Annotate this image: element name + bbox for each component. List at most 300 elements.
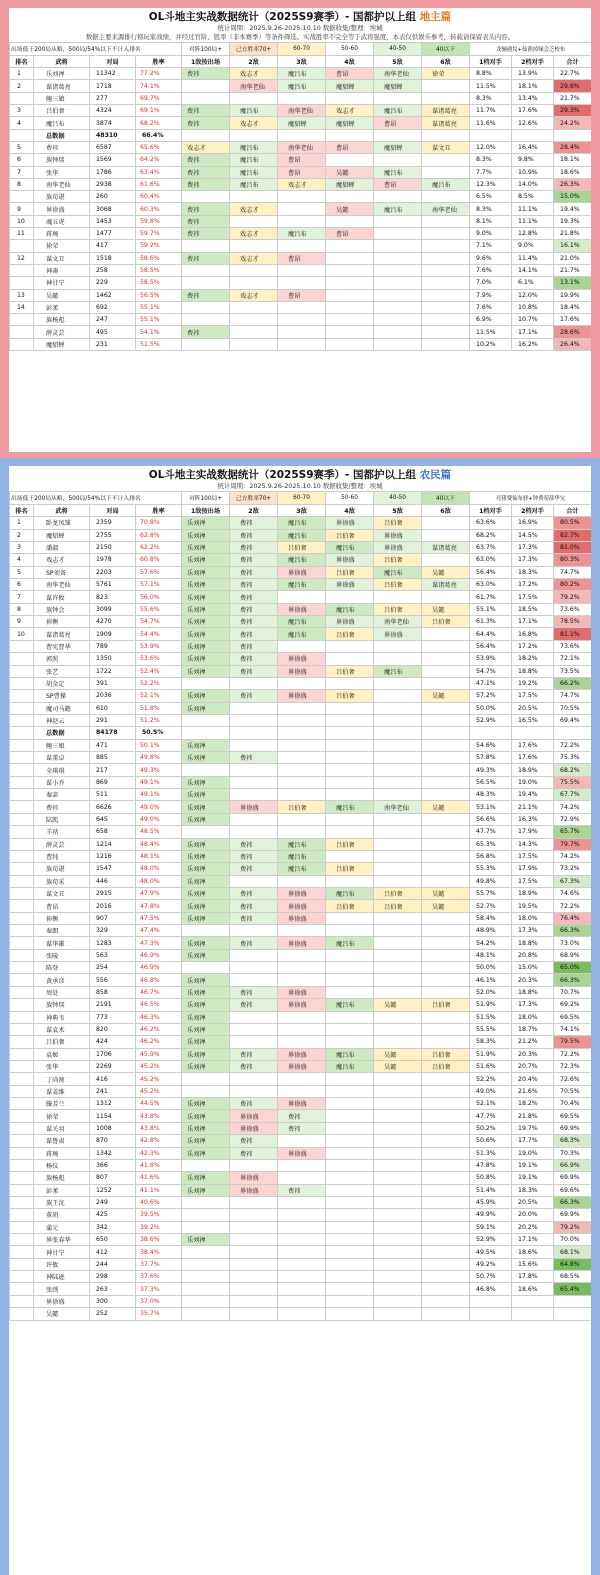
table-row (10, 1234, 592, 1246)
landlord-title: OL斗地主实战数据统计（2025S9赛季）- 国都护以上组 地主篇 (148, 11, 452, 23)
winrate-cell: 55.1% (136, 314, 182, 326)
tier2-cell: 10.9% (512, 166, 554, 178)
opponent-cell: 乐刘禅 (182, 517, 230, 529)
winrate-cell: 56.0% (136, 591, 182, 603)
opponent-cell: 界徐盛 (230, 1172, 278, 1184)
rank-cell: 6 (10, 154, 34, 166)
opponent-cell (278, 1221, 326, 1233)
opponent-cell (422, 154, 470, 166)
games-cell: 1477 (90, 228, 136, 240)
table-row (10, 117, 592, 129)
tier1-cell: 47.1% (470, 677, 512, 689)
total-cell: 21.8% (554, 228, 591, 240)
opponent-cell (374, 1258, 422, 1270)
hero-cell: 薛灵芸 (34, 326, 90, 338)
total-cell: 21.7% (554, 264, 591, 276)
opponent-cell: 戏志才 (278, 178, 326, 190)
tier2-cell: 21.1% (512, 801, 554, 813)
tier1-cell: 49.0% (470, 1085, 512, 1097)
games-cell: 556 (90, 974, 136, 986)
opponent-cell (374, 640, 422, 652)
opponent-cell (230, 1308, 278, 1320)
winrate-cell: 47.4% (136, 925, 182, 937)
opponent-cell: 乐刘禅 (182, 1110, 230, 1122)
opponent-cell (182, 240, 230, 252)
opponent-cell (326, 1135, 374, 1147)
tier1-cell: 7.6% (470, 301, 512, 313)
opponent-cell: 吴懿 (374, 999, 422, 1011)
table-row (10, 752, 592, 764)
opponent-cell (374, 863, 422, 875)
filter-40-below: 40以下 (422, 43, 470, 56)
opponent-cell (278, 1073, 326, 1085)
opponent-cell (374, 1295, 422, 1307)
total-cell: 69.2% (554, 999, 591, 1011)
opponent-cell (278, 826, 326, 838)
rank-cell (10, 677, 34, 689)
rank-cell (10, 702, 34, 714)
tier2-cell: 10.8% (512, 301, 554, 313)
table-row (10, 690, 592, 702)
table-row (10, 301, 592, 313)
table-row (10, 986, 592, 998)
landlord-sheet (9, 8, 591, 452)
opponent-cell (326, 925, 374, 937)
rank-cell: 13 (10, 289, 34, 301)
tier1-cell: 56.6% (470, 813, 512, 825)
filter-70plus: 己方胜率70+ (230, 43, 278, 56)
total-cell: 17.6% (554, 314, 591, 326)
opponent-cell: 费祎 (230, 850, 278, 862)
total-cell: 69.6% (554, 1184, 591, 1196)
opponent-cell (230, 875, 278, 887)
tier2-cell: 18.8% (512, 986, 554, 998)
table-row (10, 776, 592, 788)
opponent-cell: 界徐盛 (278, 566, 326, 578)
tier1-cell: 61.3% (470, 616, 512, 628)
games-cell: 416 (90, 1073, 136, 1085)
hero-cell: 谋姜维 (34, 1085, 90, 1097)
rank-cell (10, 974, 34, 986)
opponent-cell: 乐刘禅 (182, 1135, 230, 1147)
hero-cell: 魔貂蝉 (34, 338, 90, 350)
watermark-text: 手游 (510, 1548, 538, 1564)
opponent-cell (374, 264, 422, 276)
opponent-cell (422, 215, 470, 227)
opponent-cell (230, 129, 278, 141)
games-cell: 650 (90, 1234, 136, 1246)
opponent-cell: 界徐盛 (230, 801, 278, 813)
opponent-cell (326, 764, 374, 776)
table-row (10, 1036, 592, 1048)
opponent-cell: 费祎 (182, 203, 230, 215)
rank-cell (10, 949, 34, 961)
tier1-cell: 51.5% (470, 1011, 512, 1023)
winrate-cell: 52.1% (136, 690, 182, 702)
winrate-cell: 77.2% (136, 68, 182, 80)
rank-cell: 4 (10, 117, 34, 129)
opponent-cell (374, 154, 422, 166)
games-cell: 907 (90, 912, 136, 924)
winrate-cell: 45.2% (136, 1073, 182, 1085)
tier2-cell: 18.6% (512, 1246, 554, 1258)
opponent-cell (374, 338, 422, 350)
opponent-cell (374, 1147, 422, 1159)
opponent-cell: 魔貂蝉 (326, 178, 374, 190)
games-cell: 2359 (90, 517, 136, 529)
opponent-cell: 费祎 (230, 603, 278, 615)
tier1-cell: 52.9% (470, 714, 512, 726)
total-cell: 68.2% (554, 764, 591, 776)
games-cell: 789 (90, 640, 136, 652)
table-row (10, 875, 592, 887)
opponent-cell (422, 80, 470, 92)
opponent-cell: 吕伯奢 (374, 900, 422, 912)
opponent-cell (374, 1073, 422, 1085)
tier2-cell: 18.3% (512, 566, 554, 578)
tier2-cell: 17.2% (512, 578, 554, 590)
opponent-cell: 界徐盛 (278, 665, 326, 677)
table-row (10, 240, 592, 252)
opponent-cell (374, 1246, 422, 1258)
filter-opponent: 对阵100局+ (182, 43, 230, 56)
winrate-cell: 42.3% (136, 1147, 182, 1159)
rank-cell (10, 1023, 34, 1035)
opponent-cell (230, 1258, 278, 1270)
table-row (10, 912, 592, 924)
rank-cell (10, 314, 34, 326)
opponent-cell (230, 240, 278, 252)
tier2-cell (512, 1295, 554, 1307)
opponent-cell (422, 962, 470, 974)
opponent-cell: 魔吕布 (326, 603, 374, 615)
winrate-cell: 49.3% (136, 764, 182, 776)
opponent-cell: 谋诸葛亮 (422, 541, 470, 553)
hero-cell: 神甘宁 (34, 1246, 90, 1258)
opponent-cell (326, 1271, 374, 1283)
winrate-cell: 46.5% (136, 999, 182, 1011)
table-row (10, 1221, 592, 1233)
opponent-cell (326, 264, 374, 276)
tier1-cell: 52.7% (470, 900, 512, 912)
opponent-cell: 曹昂 (278, 252, 326, 264)
opponent-cell (278, 264, 326, 276)
total-cell: 74.2% (554, 801, 591, 813)
total-cell: 72.2% (554, 1048, 591, 1060)
opponent-cell (230, 1234, 278, 1246)
winrate-cell: 38.4% (136, 1246, 182, 1258)
opponent-cell: 戏志才 (326, 105, 374, 117)
tier2-cell: 17.6% (512, 105, 554, 117)
opponent-cell (374, 1159, 422, 1171)
hero-cell: 秦朗 (34, 925, 90, 937)
opponent-cell (422, 986, 470, 998)
opponent-cell (182, 1246, 230, 1258)
opponent-cell (422, 702, 470, 714)
total-cell: 69.5% (554, 1011, 591, 1023)
winrate-cell: 39.2% (136, 1221, 182, 1233)
opponent-cell (326, 1073, 374, 1085)
total-cell: 72.2% (554, 900, 591, 912)
opponent-cell (230, 702, 278, 714)
tier1-cell: 65.3% (470, 838, 512, 850)
tier2-cell: 17.3% (512, 925, 554, 937)
rank-cell (10, 801, 34, 813)
opponent-cell (422, 1122, 470, 1134)
games-cell: 1342 (90, 1147, 136, 1159)
tier1-cell: 49.3% (470, 764, 512, 776)
games-cell: 2016 (90, 900, 136, 912)
opponent-cell (278, 1172, 326, 1184)
hero-cell: 吴懿 (34, 1308, 90, 1320)
total-cell: 72.2% (554, 739, 591, 751)
opponent-cell (182, 264, 230, 276)
opponent-cell: 乐刘禅 (182, 541, 230, 553)
opponent-cell (326, 1295, 374, 1307)
opponent-cell (374, 1023, 422, 1035)
winrate-cell: 46.7% (136, 986, 182, 998)
total-cell (554, 129, 591, 141)
opponent-cell (422, 764, 470, 776)
opponent-cell (422, 1234, 470, 1246)
opponent-cell: 费祎 (230, 887, 278, 899)
opponent-cell: 魔吕布 (326, 1061, 374, 1073)
winrate-cell: 38.6% (136, 1234, 182, 1246)
hero-cell: 乐刘禅 (34, 68, 90, 80)
tier2-cell: 16.8% (512, 628, 554, 640)
hero-cell: 张华 (34, 1061, 90, 1073)
winrate-cell: 69.7% (136, 92, 182, 104)
games-cell: 658 (90, 826, 136, 838)
opponent-cell (374, 925, 422, 937)
tier2-cell: 11.4% (512, 252, 554, 264)
games-cell: 773 (90, 1011, 136, 1023)
tier2-cell: 17.1% (512, 1234, 554, 1246)
opponent-cell (326, 752, 374, 764)
tier2-cell: 18.3% (512, 1184, 554, 1196)
opponent-cell (326, 1283, 374, 1295)
filter-note: 出场低于200局从略，500局/54%以下不计入排名 (10, 492, 182, 505)
total-cell: 68.1% (554, 1246, 591, 1258)
header-cell: 6敌 (422, 55, 470, 68)
opponent-cell: 乐刘禅 (182, 628, 230, 640)
opponent-cell (422, 1159, 470, 1171)
hero-cell: 周处 (34, 986, 90, 998)
games-cell: 3874 (90, 117, 136, 129)
games-cell: 1312 (90, 1098, 136, 1110)
total-cell: 24.2% (554, 117, 591, 129)
games-cell: 2150 (90, 541, 136, 553)
winrate-cell: 53.9% (136, 640, 182, 652)
opponent-cell (422, 875, 470, 887)
tier1-cell: 45.9% (470, 1196, 512, 1208)
table-row (10, 1283, 592, 1295)
opponent-cell: 乐刘禅 (182, 776, 230, 788)
hero-cell: 吴懿 (34, 289, 90, 301)
winrate-cell: 37.7% (136, 1258, 182, 1270)
hero-cell: 张艺 (34, 665, 90, 677)
hero-cell: 丁尚涴 (34, 1073, 90, 1085)
winrate-cell: 52.4% (136, 665, 182, 677)
opponent-cell: 费祎 (230, 863, 278, 875)
opponent-cell (374, 1308, 422, 1320)
opponent-cell: 魔吕布 (326, 1048, 374, 1060)
games-cell: 1008 (90, 1122, 136, 1134)
games-cell: 300 (90, 1295, 136, 1307)
winrate-cell: 64.2% (136, 154, 182, 166)
total-cell: 65.7% (554, 826, 591, 838)
opponent-cell: 吕伯奢 (374, 554, 422, 566)
rank-cell (10, 1098, 34, 1110)
table-row (10, 191, 592, 203)
tier2-cell: 17.3% (512, 554, 554, 566)
rank-cell: 10 (10, 215, 34, 227)
winrate-cell: 48.5% (136, 826, 182, 838)
total-cell: 65.0% (554, 962, 591, 974)
opponent-cell (278, 925, 326, 937)
opponent-cell (374, 326, 422, 338)
opponent-cell (182, 301, 230, 313)
rank-cell (10, 764, 34, 776)
opponent-cell (422, 1098, 470, 1110)
opponent-cell: 魔吕布 (230, 154, 278, 166)
opponent-cell (278, 1209, 326, 1221)
tier1-cell: 57.2% (470, 690, 512, 702)
opponent-cell: 南华老仙 (278, 141, 326, 153)
opponent-cell (422, 677, 470, 689)
opponent-cell (278, 962, 326, 974)
tier1-cell: 58.4% (470, 912, 512, 924)
table-row (10, 702, 592, 714)
tier1-cell: 63.7% (470, 541, 512, 553)
rank-cell (10, 1011, 34, 1023)
tier1-cell: 46.1% (470, 974, 512, 986)
table-row (10, 1085, 592, 1097)
opponent-cell (230, 1036, 278, 1048)
hero-cell: 族钟琰 (34, 154, 90, 166)
opponent-cell: 乐刘禅 (182, 875, 230, 887)
games-cell: 6626 (90, 801, 136, 813)
rank-cell (10, 789, 34, 801)
opponent-cell (374, 1271, 422, 1283)
rank-cell (10, 1110, 34, 1122)
landlord-panel (0, 0, 600, 458)
table-row (10, 887, 592, 899)
opponent-cell: 吴懿 (374, 1061, 422, 1073)
games-cell: 1518 (90, 252, 136, 264)
opponent-cell (374, 215, 422, 227)
tier2-cell (512, 1308, 554, 1320)
opponent-cell (326, 776, 374, 788)
opponent-cell (230, 925, 278, 937)
header-cell: 6敌 (422, 504, 470, 517)
tier1-cell: 8.3% (470, 154, 512, 166)
tier2-cell: 14.3% (512, 838, 554, 850)
opponent-cell: 乐刘禅 (182, 789, 230, 801)
header-cell: 胜率 (136, 55, 182, 68)
table-row (10, 900, 592, 912)
tier2-cell: 13.9% (512, 68, 554, 80)
tier1-cell: 46.8% (470, 1283, 512, 1295)
hero-cell: 费祎 (34, 141, 90, 153)
opponent-cell (326, 301, 374, 313)
opponent-cell (326, 974, 374, 986)
header-cell: 排名 (10, 55, 34, 68)
opponent-cell (230, 764, 278, 776)
rank-cell (10, 925, 34, 937)
tier2-cell: 19.4% (512, 789, 554, 801)
hero-cell: 谋华雄 (34, 937, 90, 949)
opponent-cell (422, 1135, 470, 1147)
opponent-cell (230, 1209, 278, 1221)
tier1-cell: 51.4% (470, 1184, 512, 1196)
opponent-cell: 界徐盛 (278, 1098, 326, 1110)
rank-cell (10, 665, 34, 677)
games-cell: 610 (90, 702, 136, 714)
table-row (10, 1308, 592, 1320)
opponent-cell: 界徐盛 (374, 529, 422, 541)
opponent-cell (374, 912, 422, 924)
tier1-cell: 49.2% (470, 1258, 512, 1270)
opponent-cell (422, 166, 470, 178)
games-cell: 217 (90, 764, 136, 776)
table-row (10, 517, 592, 529)
winrate-cell: 44.5% (136, 1098, 182, 1110)
opponent-cell: 吕伯奢 (374, 517, 422, 529)
winrate-cell: 53.6% (136, 653, 182, 665)
rank-cell (10, 776, 34, 788)
tier2-cell: 16.9% (512, 517, 554, 529)
winrate-cell: 52.2% (136, 677, 182, 689)
opponent-cell (278, 338, 326, 350)
winrate-cell: 41.6% (136, 1172, 182, 1184)
winrate-cell: 49.1% (136, 776, 182, 788)
tier2-cell: 17.1% (512, 326, 554, 338)
opponent-cell: 吴懿 (326, 166, 374, 178)
hero-cell: 神典韦 (34, 1011, 90, 1023)
table-row (10, 1061, 592, 1073)
opponent-cell (422, 850, 470, 862)
filter-row (10, 492, 592, 505)
rank-cell (10, 838, 34, 850)
tier1-cell: 52.0% (470, 986, 512, 998)
opponent-cell (326, 215, 374, 227)
opponent-cell (326, 1011, 374, 1023)
tier1-cell: 54.2% (470, 937, 512, 949)
opponent-cell: 乐刘禅 (182, 1048, 230, 1060)
tier2-cell: 9.8% (512, 154, 554, 166)
winrate-cell: 58.5% (136, 277, 182, 289)
opponent-cell (278, 1023, 326, 1035)
tier2-cell: 12.6% (512, 117, 554, 129)
header-cell: 4敌 (326, 504, 374, 517)
table-row (10, 264, 592, 276)
winrate-cell: 49.8% (136, 752, 182, 764)
total-cell: 70.3% (554, 1147, 591, 1159)
opponent-cell (374, 1036, 422, 1048)
winrate-cell: 41.8% (136, 1159, 182, 1171)
opponent-cell: 界徐盛 (230, 1122, 278, 1134)
opponent-cell (374, 764, 422, 776)
opponent-cell: 界徐盛 (374, 541, 422, 553)
total-cell: 80.2% (554, 578, 591, 590)
tier2-cell: 18.0% (512, 1011, 554, 1023)
opponent-cell: 费祎 (230, 640, 278, 652)
opponent-cell: 吴懿 (326, 203, 374, 215)
total-cell: 74.2% (554, 850, 591, 862)
opponent-cell: 吕伯奢 (326, 690, 374, 702)
opponent-cell (374, 653, 422, 665)
